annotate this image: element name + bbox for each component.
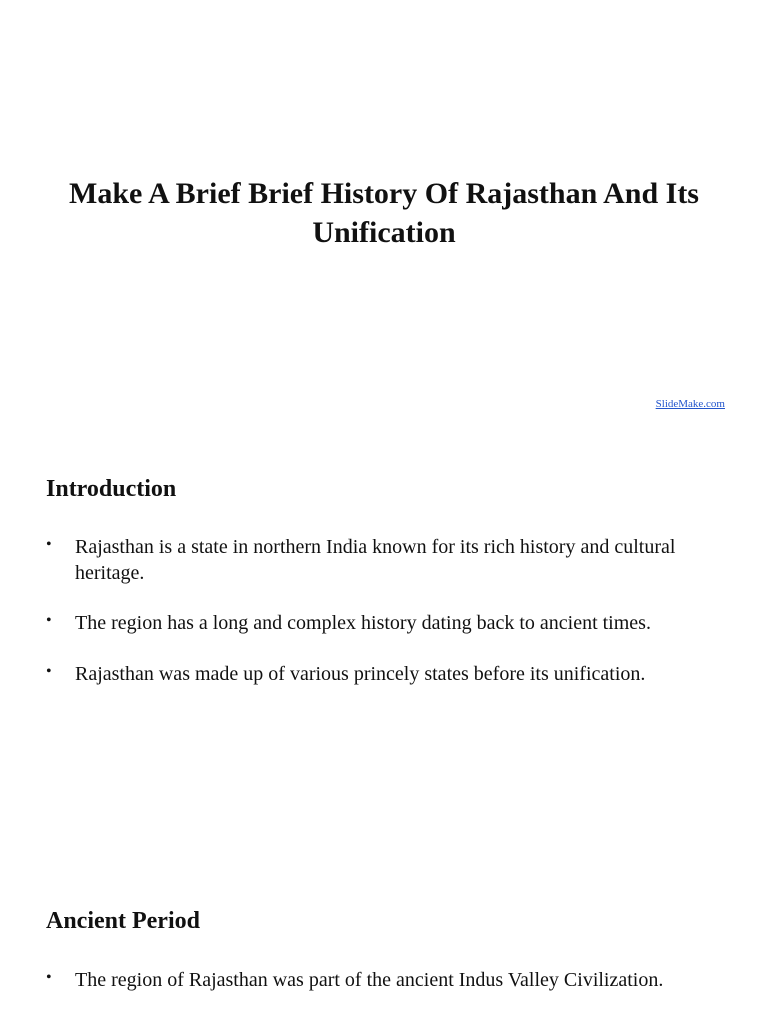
list-item: [46, 967, 726, 993]
bullet-text: The region of Rajasthan was part of the ancient Indus Valley Civilization.: [75, 969, 664, 991]
source-link[interactable]: SlideMake.com: [655, 398, 725, 410]
bullet-text: Rajasthan was made up of various princely states before its unification.: [75, 663, 646, 685]
page-title: Make A Brief Brief History Of Rajasthan And Its Unification: [69, 177, 699, 249]
bullet-icon: •: [46, 663, 52, 680]
bullet-text: Rajasthan is a state in northern India known for its rich history and cultural heritage.: [75, 536, 676, 584]
bullet-list-introduction: [46, 534, 726, 687]
section-heading-introduction: Introduction: [46, 476, 177, 502]
bullet-icon: •: [46, 969, 52, 986]
list-item: [46, 661, 726, 687]
list-item: [46, 534, 726, 586]
bullet-icon: •: [46, 536, 52, 553]
bullet-icon: •: [46, 612, 52, 629]
bullet-list-ancient-period: [46, 967, 726, 993]
list-item: [46, 610, 726, 636]
section-heading-ancient-period: Ancient Period: [46, 908, 200, 934]
bullet-text: The region has a long and complex history dating back to ancient times.: [75, 612, 651, 634]
